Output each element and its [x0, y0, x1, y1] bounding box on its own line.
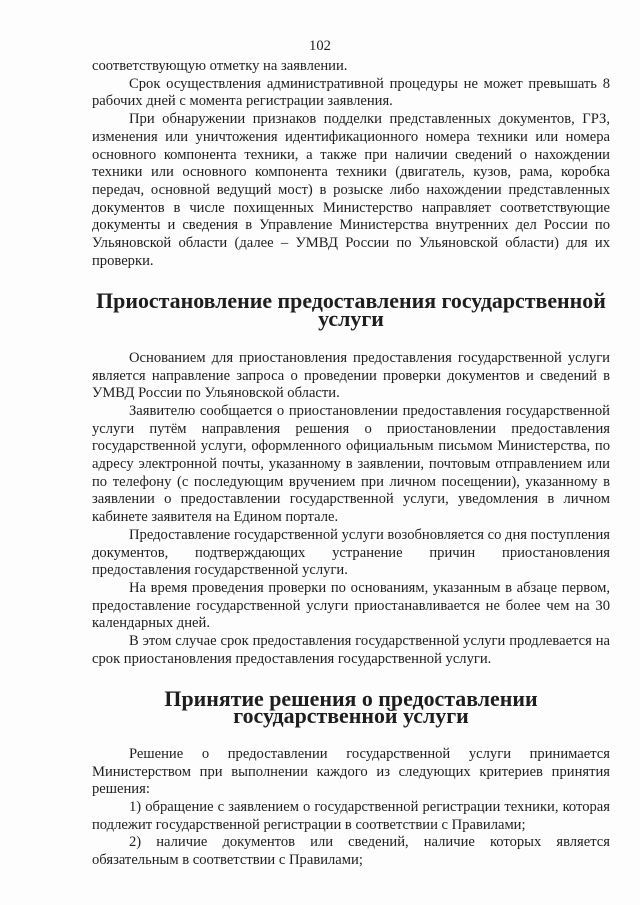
criteria-item-2: 2) наличие документов или сведений, наличие которых является обязательным в соответствии с Правилами; — [92, 834, 610, 869]
paragraph-suspension-basis: Основанием для приостановления предоставления государственной услуги является направление запроса о проведении проверки документов и сведений в УМВД России по Ульяновской области. — [92, 349, 610, 402]
paragraph-continuation: соответствующую отметку на заявлении. — [92, 58, 348, 74]
section-heading-suspension: Приостановление предоставления государственной услуги — [96, 288, 606, 332]
paragraph-suspension-period: На время проведения проверки по основаниям, указанным в абзаце первом, предоставление государственной услуги приостанавливается не более чем на 30 календарных дней. — [92, 579, 610, 632]
paragraph-deadline: Срок осуществления административной процедуры не может превышать 8 рабочих дней с момента регистрации заявления. — [92, 75, 610, 110]
paragraph-applicant-notice: Заявителю сообщается о приостановлении предоставления государственной услуги путём направления решения о приостановлении предоставления государственной услуги, оформленного официальным письмом Министерства, по адресу электронной почты, указанному в заявлении, почтовым отправлением или по телефону (с последующим вручением при личном посещении), указанному в заявлении о предоставлении государственной услуги, уведомления в личном кабинете заявителя на Едином портале. — [92, 402, 610, 526]
paragraph-forgery-check: При обнаружении признаков подделки представленных документов, ГРЗ, изменения или уничтожения идентификационного номера техники или номера основного компонента техники, а также при наличии сведений о нахождении техники или основного компонента техники (двигатель, кузов, рама, коробка передач, основной ведущий мост) в розыске либо нахождении представленных документов в числе похищенных Министерство направляет соответствующие документы и сведения в Управление Министерства внутренних дел России по Ульяновской области (далее – УМВД России по Ульяновской области) для их проверки. — [92, 111, 610, 269]
criteria-item-1: 1) обращение с заявлением о государственной регистрации техники, которая подлежит государственной регистрации в соответствии с Правилами; — [92, 799, 610, 833]
document-body — [92, 58, 610, 870]
page-number: 102 — [309, 38, 331, 54]
section-heading-decision: Принятие решения о предоставлении государственной услуги — [164, 685, 538, 729]
paragraph-resumption: Предоставление государственной услуги возобновляется со дня поступления документов, подтверждающих устранение причин приостановления предоставления государственной услуги. — [92, 526, 610, 579]
paragraph-term-extension: В этом случае срок предоставления государственной услуги продлевается на срок приостановления предоставления государственной услуги. — [92, 633, 610, 667]
paragraph-decision-criteria: Решение о предоставлении государственной услуги принимается Министерством при выполнении каждого из следующих критериев принятия решения: — [92, 745, 610, 798]
